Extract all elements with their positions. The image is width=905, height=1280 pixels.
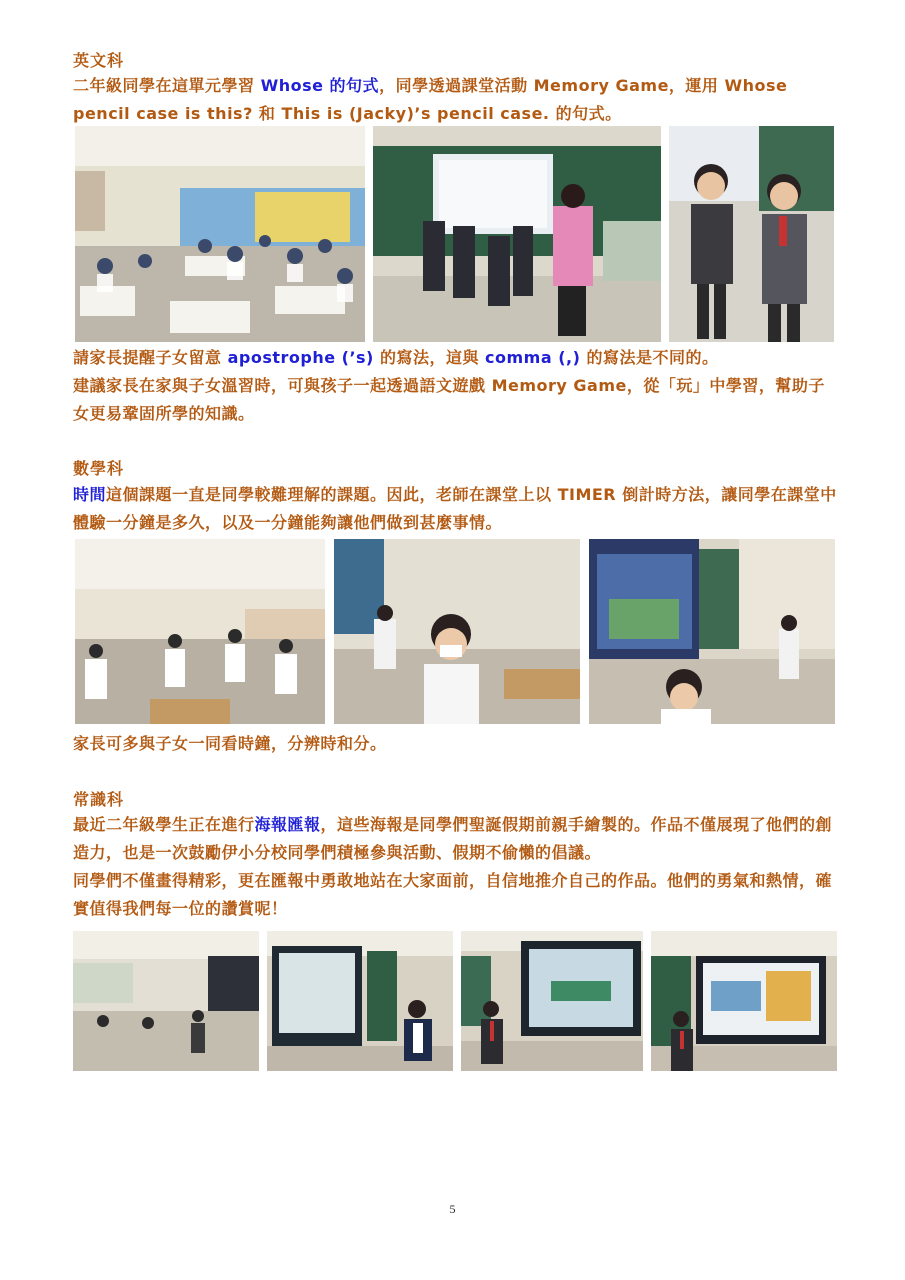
- math-paragraph-2: 家長可多與子女一同看時鐘，分辨時和分。: [73, 734, 387, 753]
- general-poster-present-1-photo: [267, 931, 453, 1071]
- english-memory-game-photo: [373, 126, 661, 342]
- math-paragraph-1: 時間這個課題一直是同學較難理解的課題。因此，老師在課堂上以 TIMER 倒計時方法，讓同學在課堂中體驗一分鐘是多久，以及一分鐘能夠讓他們做到甚麼事情。: [73, 485, 837, 532]
- english-classroom-photo: [75, 126, 365, 342]
- english-paragraph-2: 請家長提醒子女留意 apostrophe (’s) 的寫法，這與 comma (,) 的寫法是不同的。: [73, 348, 719, 367]
- math-section-title: 數學科: [73, 459, 125, 478]
- math-student-mask-photo: [334, 539, 580, 724]
- general-poster-classroom-photo: [73, 931, 259, 1071]
- english-paragraph-3: 建議家長在家與子女溫習時，可與孩子一起透過語文遊戲 Memory Game，從「玩」中學習，幫助子女更易鞏固所學的知識。: [73, 376, 825, 423]
- general-poster-present-3-photo: [651, 931, 837, 1071]
- english-section-title: 英文科: [73, 51, 125, 70]
- general-paragraph-1: 最近二年級學生正在進行海報匯報，這些海報是同學們聖誕假期前親手繪製的。作品不僅展現了他們的創造力，也是一次鼓勵伊小分校同學們積極參與活動、假期不偷懶的倡議。: [73, 815, 833, 862]
- general-section-title: 常識科: [73, 790, 125, 809]
- math-classroom-activity-photo: [75, 539, 325, 724]
- page-number: 5: [449, 1202, 456, 1216]
- math-screen-game-photo: [589, 539, 835, 724]
- english-paragraph-1: 二年級同學在這單元學習 Whose 的句式，同學透過課堂活動 Memory Game，運用 Whose pencil case is this? 和 This is (Jacky)’s pencil case. 的句式。: [73, 76, 788, 123]
- english-two-students-photo: [669, 126, 834, 342]
- general-paragraph-2: 同學們不僅畫得精彩，更在匯報中勇敢地站在大家面前，自信地推介自己的作品。他們的勇氣和熱情，確實值得我們每一位的讚賞呢！: [73, 871, 833, 918]
- general-poster-present-2-photo: [461, 931, 643, 1071]
